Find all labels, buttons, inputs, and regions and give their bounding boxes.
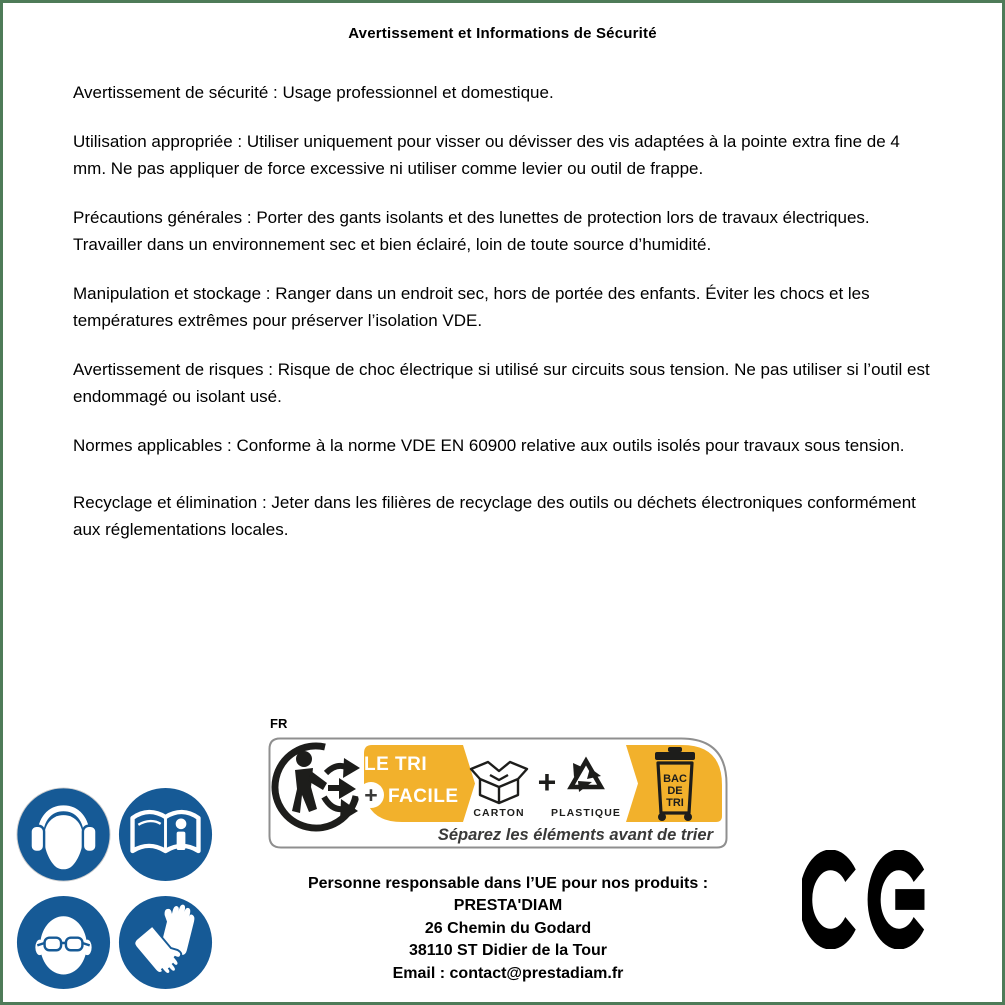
contact-email: Email : contact@prestadiam.fr (392, 964, 624, 982)
paragraph-standards: Normes applicables : Conforme à la norme VDE EN 60900 relative aux outils isolés pour travaux sous tension. (73, 436, 905, 455)
paragraph-risk-warning: Avertissement de risques : Risque de choc électrique si utilisé sur circuits sous tension. Ne pas utiliser si l’outil est endommagé ou isolant usé. (73, 360, 930, 406)
sorting-slogan: Séparez les éléments avant de trier (437, 826, 713, 844)
responsible-person-block (163, 873, 853, 985)
bin-text-1: BAC (663, 773, 687, 785)
paragraph-appropriate-use: Utilisation appropriée : Utiliser uniquement pour visser ou dévisser des vis adaptées à la pointe extra fine de 4 mm. Ne pas appliquer de force excessive ni utiliser comme levier ou outil de frappe. (73, 132, 900, 178)
bin-text-2: DE (667, 785, 683, 797)
fr-country-label: FR (270, 716, 288, 731)
address-city: 38110 ST Didier de la Tour (409, 942, 607, 960)
paragraph-handling-storage: Manipulation et stockage : Ranger dans un endroit sec, hors de portée des enfants. Éviter les chocs et les températures extrêmes pour préserver l’isolation VDE. (73, 284, 870, 330)
carton-label: CARTON (473, 807, 525, 819)
address-street: 26 Chemin du Godard (424, 919, 592, 937)
tri-text-line2: FACILE (388, 786, 459, 807)
paragraph-general-precautions: Précautions générales : Porter des gants isolants et des lunettes de protection lors de travaux électriques. Travailler dans un environnement sec et bien éclairé, loin de toute source d’humidité. (73, 208, 870, 254)
read-manual-icon (117, 786, 214, 883)
eye-protection-icon (15, 894, 112, 991)
plus-sign: + (364, 782, 378, 808)
bin-text-3: TRI (666, 797, 684, 809)
ce-mark (802, 850, 945, 949)
responsible-person-heading: Personne responsable dans l’UE pour nos produits : (307, 875, 709, 892)
recycling-label (268, 717, 728, 854)
materials-joiner: + (537, 764, 557, 800)
paragraph-recycling: Recyclage et élimination : Jeter dans les filières de recyclage des outils ou déchets électroniques conformément aux réglementations locales. (73, 493, 916, 539)
page-title: Avertissement et Informations de Sécurité (348, 25, 657, 42)
paragraph-safety-warning: Avertissement de sécurité : Usage professionnel et domestique. (73, 83, 554, 102)
ear-protection-icon (15, 786, 112, 883)
le-tri-facile-logo (268, 737, 728, 849)
tri-text-line1: LE TRI (364, 754, 428, 775)
plastique-label: PLASTIQUE (551, 807, 621, 819)
safety-paragraphs (73, 79, 931, 565)
company-name: PRESTA'DIAM (453, 897, 563, 915)
